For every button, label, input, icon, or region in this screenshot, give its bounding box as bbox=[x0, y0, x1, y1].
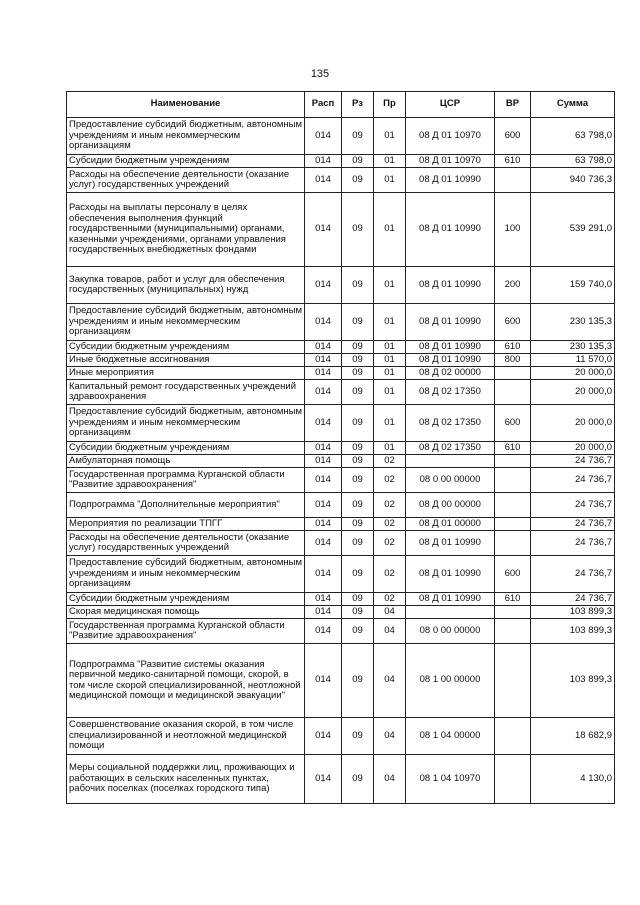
row-rasp: 014 bbox=[305, 606, 342, 619]
row-name: Совершенствование оказания скорой, в том числе специализированной и неотложной медицинской помощи bbox=[67, 718, 305, 755]
row-name: Предоставление субсидий бюджетным, автономным учреждениям и иным некоммерческим организациям bbox=[67, 405, 305, 442]
row-csr: 08 Д 01 10990 bbox=[406, 531, 495, 556]
row-pr: 04 bbox=[374, 755, 406, 804]
row-rasp: 014 bbox=[305, 267, 342, 304]
row-rz: 09 bbox=[342, 118, 374, 155]
row-rasp: 014 bbox=[305, 468, 342, 493]
row-rasp: 014 bbox=[305, 442, 342, 455]
row-sum: 63 798,0 bbox=[531, 118, 615, 155]
row-pr: 01 bbox=[374, 193, 406, 267]
row-rz: 09 bbox=[342, 380, 374, 405]
row-rz: 09 bbox=[342, 619, 374, 644]
row-sum: 24 736,7 bbox=[531, 518, 615, 531]
table-row bbox=[67, 341, 615, 354]
row-pr: 04 bbox=[374, 644, 406, 718]
row-rz: 09 bbox=[342, 455, 374, 468]
row-rasp: 014 bbox=[305, 619, 342, 644]
row-rasp: 014 bbox=[305, 168, 342, 193]
table-row bbox=[67, 380, 615, 405]
row-rasp: 014 bbox=[305, 341, 342, 354]
table-row bbox=[67, 755, 615, 804]
row-csr: 08 1 04 10970 bbox=[406, 755, 495, 804]
row-name: Предоставление субсидий бюджетным, автономным учреждениям и иным некоммерческим организациям bbox=[67, 304, 305, 341]
row-rz: 09 bbox=[342, 531, 374, 556]
row-name: Мероприятия по реализации ТПГГ bbox=[67, 518, 305, 531]
row-rasp: 014 bbox=[305, 755, 342, 804]
row-pr: 01 bbox=[374, 442, 406, 455]
row-name: Закупка товаров, работ и услуг для обеспечения государственных (муниципальных) нужд bbox=[67, 267, 305, 304]
row-name: Расходы на выплаты персоналу в целях обеспечения выполнения функций государственными (муниципальными) органами, казенными учреждениями, органами управления государственных внебюджетных фондами bbox=[67, 193, 305, 267]
row-sum: 24 736,7 bbox=[531, 556, 615, 593]
row-vr: 800 bbox=[495, 354, 531, 367]
row-sum: 103 899,3 bbox=[531, 619, 615, 644]
row-rz: 09 bbox=[342, 442, 374, 455]
table-row bbox=[67, 267, 615, 304]
table-row bbox=[67, 354, 615, 367]
row-csr: 08 Д 02 17350 bbox=[406, 380, 495, 405]
row-pr: 04 bbox=[374, 718, 406, 755]
column-header-vr: ВР bbox=[495, 92, 531, 118]
row-csr: 08 Д 00 00000 bbox=[406, 493, 495, 518]
row-rasp: 014 bbox=[305, 455, 342, 468]
row-name: Предоставление субсидий бюджетным, автономным учреждениям и иным некоммерческим организациям bbox=[67, 556, 305, 593]
table-row bbox=[67, 644, 615, 718]
row-pr: 02 bbox=[374, 518, 406, 531]
row-sum: 24 736,7 bbox=[531, 468, 615, 493]
table-row bbox=[67, 531, 615, 556]
row-pr: 01 bbox=[374, 405, 406, 442]
row-rz: 09 bbox=[342, 556, 374, 593]
table-row bbox=[67, 405, 615, 442]
row-csr bbox=[406, 606, 495, 619]
row-csr: 08 1 04 00000 bbox=[406, 718, 495, 755]
budget-table bbox=[66, 91, 615, 804]
table-row bbox=[67, 606, 615, 619]
row-pr: 01 bbox=[374, 380, 406, 405]
row-vr bbox=[495, 518, 531, 531]
row-sum: 103 899,3 bbox=[531, 644, 615, 718]
row-name: Скорая медицинская помощь bbox=[67, 606, 305, 619]
row-rasp: 014 bbox=[305, 354, 342, 367]
row-pr: 01 bbox=[374, 304, 406, 341]
row-pr: 01 bbox=[374, 341, 406, 354]
column-header-rz: Рз bbox=[342, 92, 374, 118]
row-rz: 09 bbox=[342, 644, 374, 718]
row-rasp: 014 bbox=[305, 593, 342, 606]
row-rz: 09 bbox=[342, 168, 374, 193]
row-sum: 230 135,3 bbox=[531, 304, 615, 341]
column-header-name: Наименование bbox=[67, 92, 305, 118]
row-sum: 11 570,0 bbox=[531, 354, 615, 367]
row-rasp: 014 bbox=[305, 493, 342, 518]
row-pr: 02 bbox=[374, 468, 406, 493]
row-pr: 01 bbox=[374, 267, 406, 304]
row-sum: 24 736,7 bbox=[531, 531, 615, 556]
table-row bbox=[67, 518, 615, 531]
row-rasp: 014 bbox=[305, 718, 342, 755]
row-csr: 08 Д 02 00000 bbox=[406, 367, 495, 380]
row-vr bbox=[495, 644, 531, 718]
row-sum: 24 736,7 bbox=[531, 493, 615, 518]
column-header-rasp: Расп bbox=[305, 92, 342, 118]
row-rasp: 014 bbox=[305, 304, 342, 341]
row-vr bbox=[495, 619, 531, 644]
row-csr: 08 Д 02 17350 bbox=[406, 405, 495, 442]
table-row bbox=[67, 619, 615, 644]
row-sum: 159 740,0 bbox=[531, 267, 615, 304]
table-row bbox=[67, 718, 615, 755]
row-name: Подпрограмма "Развитие системы оказания первичной медико-санитарной помощи, скорой, в том числе скорой специализированной, неотложной медицинской помощи и медицинской эвакуации" bbox=[67, 644, 305, 718]
table-row bbox=[67, 468, 615, 493]
row-vr bbox=[495, 493, 531, 518]
row-name: Иные мероприятия bbox=[67, 367, 305, 380]
row-pr: 04 bbox=[374, 606, 406, 619]
row-csr: 08 Д 01 10990 bbox=[406, 556, 495, 593]
row-sum: 20 000,0 bbox=[531, 405, 615, 442]
row-name: Предоставление субсидий бюджетным, автономным учреждениям и иным некоммерческим организациям bbox=[67, 118, 305, 155]
row-sum: 20 000,0 bbox=[531, 442, 615, 455]
column-header-sum: Сумма bbox=[531, 92, 615, 118]
table-row bbox=[67, 442, 615, 455]
row-vr: 600 bbox=[495, 556, 531, 593]
row-rasp: 014 bbox=[305, 556, 342, 593]
row-sum: 103 899,3 bbox=[531, 606, 615, 619]
row-csr: 08 Д 01 10990 bbox=[406, 168, 495, 193]
row-vr: 610 bbox=[495, 155, 531, 168]
row-csr: 08 0 00 00000 bbox=[406, 619, 495, 644]
row-rasp: 014 bbox=[305, 518, 342, 531]
row-pr: 04 bbox=[374, 619, 406, 644]
row-rasp: 014 bbox=[305, 405, 342, 442]
row-sum: 940 736,3 bbox=[531, 168, 615, 193]
row-sum: 20 000,0 bbox=[531, 367, 615, 380]
table-header-row bbox=[67, 92, 615, 118]
row-rz: 09 bbox=[342, 354, 374, 367]
row-vr: 600 bbox=[495, 304, 531, 341]
row-csr: 08 Д 01 10990 bbox=[406, 593, 495, 606]
row-name: Расходы на обеспечение деятельности (оказание услуг) государственных учреждений bbox=[67, 531, 305, 556]
table-row bbox=[67, 155, 615, 168]
row-csr: 08 0 00 00000 bbox=[406, 468, 495, 493]
row-pr: 01 bbox=[374, 367, 406, 380]
row-rz: 09 bbox=[342, 405, 374, 442]
table-row bbox=[67, 367, 615, 380]
row-rasp: 014 bbox=[305, 644, 342, 718]
row-name: Субсидии бюджетным учреждениям bbox=[67, 155, 305, 168]
table-row bbox=[67, 593, 615, 606]
table-row bbox=[67, 118, 615, 155]
row-pr: 01 bbox=[374, 118, 406, 155]
row-vr: 200 bbox=[495, 267, 531, 304]
row-vr bbox=[495, 531, 531, 556]
row-pr: 01 bbox=[374, 168, 406, 193]
row-vr bbox=[495, 718, 531, 755]
row-sum: 24 736,7 bbox=[531, 455, 615, 468]
row-rasp: 014 bbox=[305, 367, 342, 380]
row-name: Меры социальной поддержки лиц, проживающих и работающих в сельских населенных пунктах, рабочих поселках (поселках городского типа) bbox=[67, 755, 305, 804]
row-rz: 09 bbox=[342, 755, 374, 804]
row-name: Расходы на обеспечение деятельности (оказание услуг) государственных учреждений bbox=[67, 168, 305, 193]
row-name: Субсидии бюджетным учреждениям bbox=[67, 341, 305, 354]
column-header-pr: Пр bbox=[374, 92, 406, 118]
row-rz: 09 bbox=[342, 367, 374, 380]
row-vr bbox=[495, 455, 531, 468]
row-pr: 02 bbox=[374, 556, 406, 593]
row-rasp: 014 bbox=[305, 193, 342, 267]
row-sum: 18 682,9 bbox=[531, 718, 615, 755]
row-rasp: 014 bbox=[305, 118, 342, 155]
row-pr: 02 bbox=[374, 593, 406, 606]
row-pr: 01 bbox=[374, 354, 406, 367]
table-row bbox=[67, 304, 615, 341]
row-rasp: 014 bbox=[305, 380, 342, 405]
row-csr: 08 Д 01 10990 bbox=[406, 267, 495, 304]
row-sum: 230 135,3 bbox=[531, 341, 615, 354]
row-rz: 09 bbox=[342, 193, 374, 267]
row-rz: 09 bbox=[342, 267, 374, 304]
row-vr: 610 bbox=[495, 341, 531, 354]
row-pr: 02 bbox=[374, 493, 406, 518]
row-rz: 09 bbox=[342, 341, 374, 354]
row-name: Капитальный ремонт государственных учреждений здравоохранения bbox=[67, 380, 305, 405]
row-rasp: 014 bbox=[305, 155, 342, 168]
row-rz: 09 bbox=[342, 718, 374, 755]
table-row bbox=[67, 455, 615, 468]
row-rz: 09 bbox=[342, 493, 374, 518]
row-rz: 09 bbox=[342, 593, 374, 606]
row-vr bbox=[495, 380, 531, 405]
table-row bbox=[67, 168, 615, 193]
row-pr: 01 bbox=[374, 155, 406, 168]
row-vr bbox=[495, 755, 531, 804]
row-csr: 08 Д 01 10970 bbox=[406, 155, 495, 168]
row-name: Подпрограмма "Дополнительные мероприятия" bbox=[67, 493, 305, 518]
row-name: Государственная программа Курганской области "Развитие здравоохранения" bbox=[67, 468, 305, 493]
row-sum: 539 291,0 bbox=[531, 193, 615, 267]
row-name: Иные бюджетные ассигнования bbox=[67, 354, 305, 367]
row-rz: 09 bbox=[342, 468, 374, 493]
row-pr: 02 bbox=[374, 531, 406, 556]
row-vr: 610 bbox=[495, 442, 531, 455]
row-vr: 600 bbox=[495, 118, 531, 155]
row-name: Амбулаторная помощь bbox=[67, 455, 305, 468]
row-vr bbox=[495, 468, 531, 493]
row-csr: 08 1 00 00000 bbox=[406, 644, 495, 718]
row-csr: 08 Д 01 10990 bbox=[406, 341, 495, 354]
row-csr: 08 Д 01 10970 bbox=[406, 118, 495, 155]
row-vr bbox=[495, 367, 531, 380]
row-rz: 09 bbox=[342, 606, 374, 619]
page-number: 135 bbox=[310, 68, 330, 80]
row-csr: 08 Д 02 17350 bbox=[406, 442, 495, 455]
row-rasp: 014 bbox=[305, 531, 342, 556]
row-vr: 610 bbox=[495, 593, 531, 606]
row-sum: 63 798,0 bbox=[531, 155, 615, 168]
row-csr: 08 Д 01 10990 bbox=[406, 354, 495, 367]
row-csr bbox=[406, 455, 495, 468]
row-csr: 08 Д 01 10990 bbox=[406, 193, 495, 267]
row-vr bbox=[495, 168, 531, 193]
row-sum: 20 000,0 bbox=[531, 380, 615, 405]
row-csr: 08 Д 01 00000 bbox=[406, 518, 495, 531]
row-name: Государственная программа Курганской области "Развитие здравоохранения" bbox=[67, 619, 305, 644]
table-row bbox=[67, 193, 615, 267]
row-csr: 08 Д 01 10990 bbox=[406, 304, 495, 341]
row-sum: 4 130,0 bbox=[531, 755, 615, 804]
row-rz: 09 bbox=[342, 155, 374, 168]
column-header-csr: ЦСР bbox=[406, 92, 495, 118]
row-name: Субсидии бюджетным учреждениям bbox=[67, 442, 305, 455]
row-vr: 600 bbox=[495, 405, 531, 442]
table-row bbox=[67, 556, 615, 593]
row-sum: 24 736,7 bbox=[531, 593, 615, 606]
table-row bbox=[67, 493, 615, 518]
row-vr bbox=[495, 606, 531, 619]
row-pr: 02 bbox=[374, 455, 406, 468]
row-rz: 09 bbox=[342, 304, 374, 341]
row-rz: 09 bbox=[342, 518, 374, 531]
row-name: Субсидии бюджетным учреждениям bbox=[67, 593, 305, 606]
row-vr: 100 bbox=[495, 193, 531, 267]
